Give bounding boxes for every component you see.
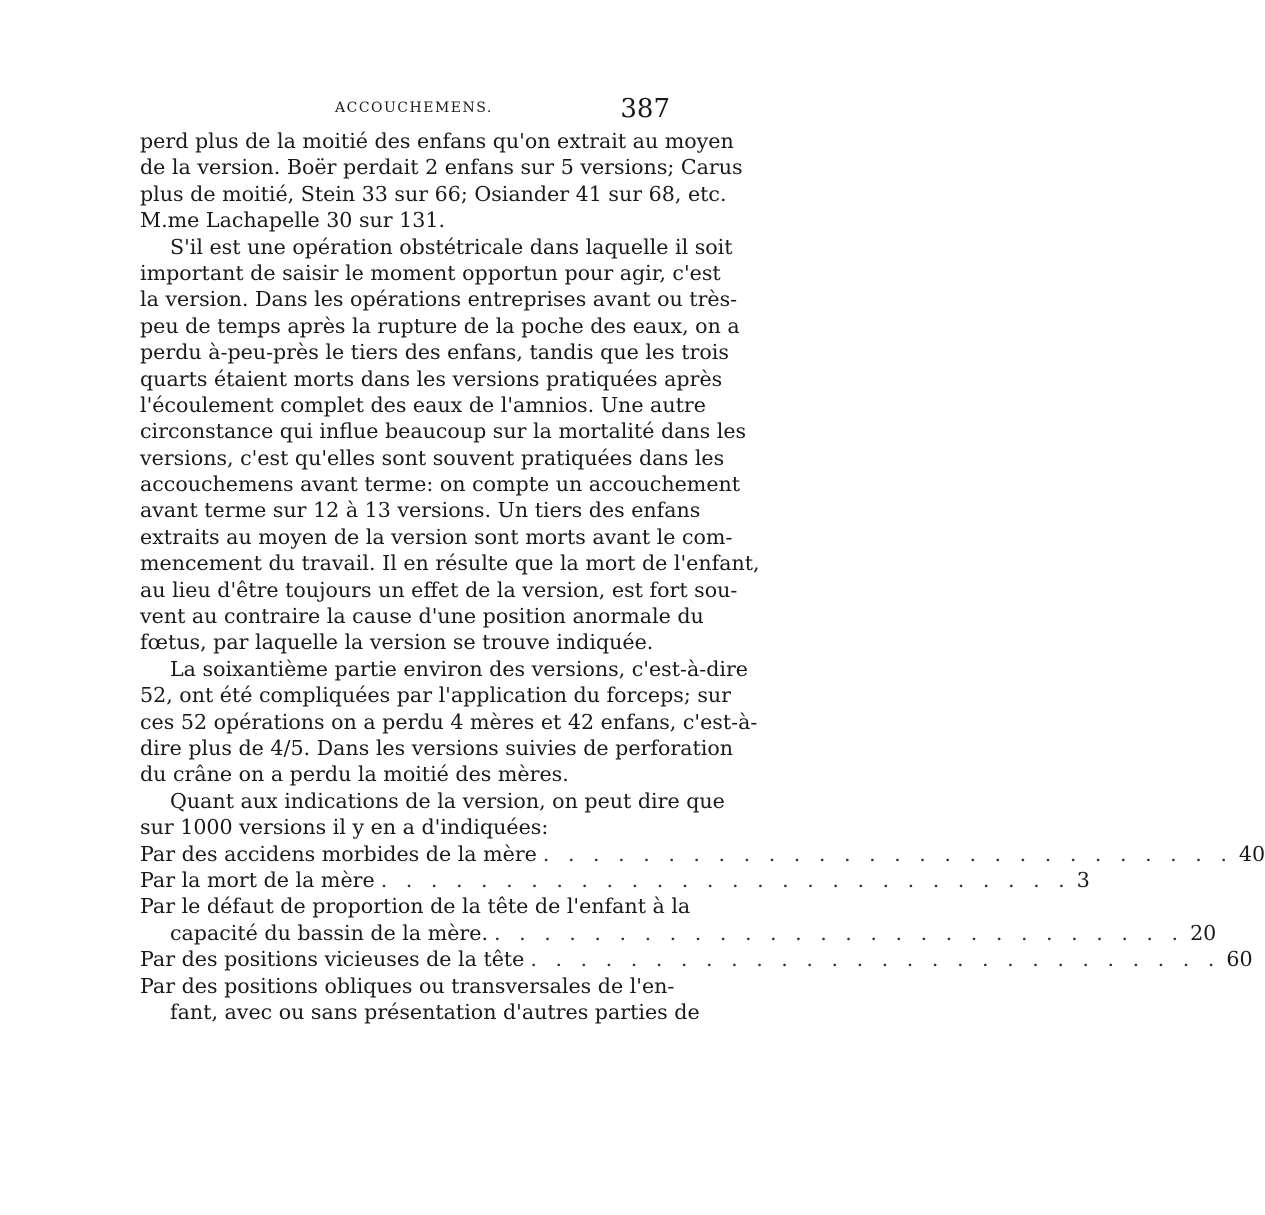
text-line: mencement du travail. Il en résulte que la mort de l'enfant, [140,551,760,576]
text-line: La soixantième partie environ des versions, c'est-à-dire [170,656,748,681]
list-item [140,841,1265,867]
text-line: ces 52 opérations on a perdu 4 mères et 42 enfans, c'est-à- [140,709,758,734]
list-item-label: Par le défaut de proportion de la tête de l'enfant à la [140,894,691,919]
body-text [140,128,1265,1025]
list-item-count: 3 [1076,867,1090,892]
list-item-label: capacité du bassin de la mère. [170,920,489,945]
text-line: de la version. Boër perdait 2 enfans sur 5 versions; Carus [140,155,743,180]
list-item-count: 60 [1226,947,1253,972]
text-line: la version. Dans les opérations entreprises avant ou très- [140,287,738,312]
list-item-label: fant, avec ou sans présentation d'autres parties de [170,999,700,1024]
dot-leader: . . . . . . . . . . . . . . . . . . . . . . . . . . . . [542,841,1233,866]
page-header [140,94,670,128]
list-item [140,867,1090,893]
text-line: circonstance qui influe beaucoup sur la mortalité dans les [140,419,747,444]
text-line: accouchemens avant terme: on compte un accouchement [140,472,741,497]
text-line: peu de temps après la rupture de la poche des eaux, on a [140,313,740,338]
paragraph-1 [140,128,743,234]
list-item-count: 20 [1190,920,1217,945]
paragraph-3 [140,656,758,788]
text-line: important de saisir le moment opportun pour agir, c'est [140,260,721,285]
text-line: vent au contraire la cause d'une position anormale du [140,604,704,629]
list-item [140,946,1253,972]
text-line: versions, c'est qu'elles sont souvent pratiquées dans les [140,445,725,470]
list-item-label: Par la mort de la mère [140,867,375,892]
list-item-label: Par des positions obliques ou transversales de l'en- [140,973,675,998]
running-head: ACCOUCHEMENS. [335,100,493,116]
dot-leader: . . . . . . . . . . . . . . . . . . . . . . . . . . . . [530,947,1221,972]
text-line: fœtus, par laquelle la version se trouve indiquée. [140,630,654,655]
text-line: sur 1000 versions il y en a d'indiquées: [140,815,549,840]
paragraph-2 [140,234,760,656]
text-line: 52, ont été compliquées par l'application du forceps; sur [140,683,732,708]
dot-leader: . . . . . . . . . . . . . . . . . . . . . . . . . . . . [494,920,1185,945]
text-line: Quant aux indications de la version, on peut dire que [170,788,725,813]
text-line: perdu à-peu-près le tiers des enfans, tandis que les trois [140,340,729,365]
text-line: extraits au moyen de la version sont morts avant le com- [140,524,733,549]
dot-leader: . . . . . . . . . . . . . . . . . . . . . . . . . . . . [380,867,1071,892]
text-line: dire plus de 4/5. Dans les versions suivies de perforation [140,735,734,760]
list-item-label: Par des positions vicieuses de la tête [140,947,525,972]
text-line: M.me Lachapelle 30 sur 131. [140,208,446,233]
text-line: S'il est une opération obstétricale dans laquelle il soit [170,234,733,259]
text-line: plus de moitié, Stein 33 sur 66; Osiander 41 sur 68, etc. [140,181,727,206]
list-item-count: 40 [1238,841,1265,866]
text-line: l'écoulement complet des eaux de l'amnios. Une autre [140,392,706,417]
list-item-label: Par des accidens morbides de la mère [140,841,537,866]
list-item [140,920,1217,946]
indications-list [140,841,1265,1026]
text-line: perd plus de la moitié des enfans qu'on extrait au moyen [140,129,734,153]
paragraph-4 [140,788,725,841]
text-line: avant terme sur 12 à 13 versions. Un tiers des enfans [140,498,701,523]
text-line: au lieu d'être toujours un effet de la version, est fort sou- [140,577,738,602]
page-number: 387 [620,94,670,124]
text-line: du crâne on a perdu la moitié des mères. [140,762,569,787]
text-line: quarts étaient morts dans les versions pratiquées après [140,366,723,391]
